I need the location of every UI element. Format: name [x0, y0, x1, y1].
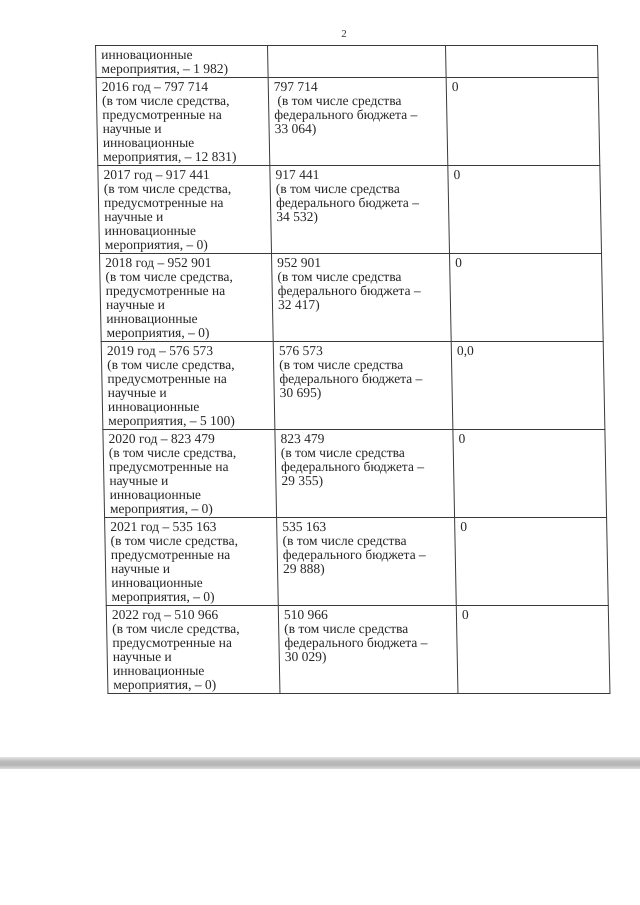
cell-text-line: инновационные	[107, 399, 200, 414]
cell-text-line: 2016 год – 797 714	[101, 79, 209, 94]
cell-text-line: федерального бюджета –	[275, 195, 420, 210]
cell-text-line: предусмотренные на	[112, 635, 233, 650]
cell-text-line: (в том числе средства,	[105, 269, 233, 284]
cell-text-line: 2022 год – 510 966	[111, 607, 219, 622]
cell-text-line: (в том числе средства,	[106, 357, 235, 372]
table-cell-col3	[451, 342, 605, 430]
cell-text-line: 0	[458, 431, 466, 446]
cell-text-line: (в том числе средства	[282, 533, 407, 548]
table-cell-col2	[275, 430, 455, 518]
table-cell-col3	[446, 46, 599, 78]
table-cell-col2	[278, 606, 458, 694]
cell-text-line: (в том числе средства,	[101, 93, 230, 108]
cell-text-line: предусмотренные на	[102, 107, 222, 122]
cell-text-line: 0	[455, 255, 463, 270]
table-cell-col1	[106, 606, 280, 694]
table-cell-col1	[96, 78, 270, 166]
cell-text-line: 2018 год – 952 901	[105, 255, 212, 270]
cell-text-line: 0	[461, 607, 469, 622]
cell-text-line: научные и	[109, 473, 169, 488]
cell-text-line: 32 417)	[277, 297, 320, 312]
cell-text-line: (в том числе средства	[277, 269, 402, 284]
cell-text-line: инновационные	[102, 135, 195, 150]
cell-text-line: 34 532)	[276, 209, 319, 224]
cell-text-line: инновационные	[112, 663, 205, 678]
cell-text-line: федерального бюджета –	[284, 635, 428, 650]
cell-text-line: федерального бюджета –	[280, 459, 425, 474]
cell-text-line: федерального бюджета –	[279, 371, 423, 386]
cell-text-line: мероприятия, – 1 982)	[101, 61, 229, 76]
cell-text-line: мероприятия, – 5 100)	[108, 413, 235, 428]
cell-text-line: инновационные	[104, 223, 197, 238]
cell-text-line: 2019 год – 576 573	[106, 343, 214, 358]
cell-text-line: инновационные	[109, 487, 202, 502]
table-cell-col1	[103, 430, 277, 518]
table-body	[96, 46, 610, 694]
cell-text-line: (в том числе средства,	[108, 445, 237, 460]
table-cell-col1	[101, 342, 275, 430]
cell-text-line: (в том числе средства,	[112, 621, 240, 636]
table-row	[96, 78, 600, 166]
cell-text-line: научные и	[102, 121, 162, 136]
cell-text-line: 0	[451, 79, 459, 94]
cell-text-line: мероприятия, – 0)	[113, 677, 217, 692]
table-cell-col3	[448, 166, 602, 254]
table-cell-col1	[98, 166, 272, 254]
cell-text-line: (в том числе средства,	[110, 533, 239, 548]
cell-text-line: научные и	[104, 209, 164, 224]
cell-text-line: (в том числе средства	[275, 181, 400, 196]
cell-text-line: предусмотренные на	[110, 547, 231, 562]
cell-text-line: 2020 год – 823 479	[108, 431, 215, 446]
cell-text-line: (в том числе средства	[278, 357, 404, 372]
table-row	[100, 254, 604, 342]
cell-text-line: 30 029)	[284, 649, 327, 664]
cell-text-line: инновационные	[101, 47, 193, 62]
cell-text-line: мероприятия, – 0)	[106, 325, 210, 340]
table-cell-col3	[456, 606, 610, 694]
table-cell-col3	[453, 430, 607, 518]
cell-text-line: мероприятия, – 12 831)	[102, 149, 237, 164]
cell-text-line: 917 441	[275, 167, 320, 182]
funding-table	[95, 45, 610, 694]
cell-text-line: 29 355)	[281, 473, 324, 488]
cell-text-line: (в том числе средства,	[103, 181, 232, 196]
cell-text-line: предусмотренные на	[103, 195, 224, 210]
cell-text-line: 30 695)	[279, 385, 322, 400]
cell-text-line: научные и	[110, 561, 171, 576]
table-container	[95, 45, 610, 694]
cell-text-line: 2021 год – 535 163	[110, 519, 217, 534]
cell-text-line: 0	[453, 167, 461, 182]
table-cell-col3	[446, 78, 600, 166]
cell-text-line: мероприятия, – 0)	[104, 237, 208, 252]
table-cell-col3	[450, 254, 604, 342]
cell-text-line: (в том числе средства	[280, 445, 405, 460]
scan-edge-shadow	[0, 757, 640, 769]
table-cell-col2	[270, 166, 450, 254]
cell-text-line: 29 888)	[282, 561, 325, 576]
table-cell-col2	[273, 342, 453, 430]
cell-text-line: 510 966	[283, 607, 328, 622]
cell-text-line: 0	[460, 519, 468, 534]
table-cell-col2	[268, 46, 447, 78]
cell-text-line: мероприятия, – 0)	[111, 589, 215, 604]
cell-text-line: предусмотренные на	[107, 371, 227, 386]
table-cell-col1	[105, 518, 279, 606]
table-row	[96, 46, 599, 78]
cell-text-line: федерального бюджета –	[282, 547, 426, 562]
table-cell-col1	[100, 254, 274, 342]
cell-text-line: предусмотренные на	[108, 459, 229, 474]
cell-text-line: инновационные	[106, 311, 198, 326]
table-cell-col2	[272, 254, 452, 342]
cell-text-line: 535 163	[282, 519, 327, 534]
cell-text-line: мероприятия, – 0)	[109, 501, 213, 516]
table-row	[106, 606, 610, 694]
cell-text-line: 797 714	[273, 79, 318, 94]
cell-text-line: 952 901	[277, 255, 322, 270]
cell-text-line: инновационные	[111, 575, 203, 590]
table-cell-col1	[96, 46, 269, 78]
cell-text-line: (в том числе средства	[273, 93, 402, 108]
page-number: 2	[341, 28, 347, 40]
table-cell-col2	[277, 518, 457, 606]
cell-text-line: 823 479	[280, 431, 325, 446]
cell-text-line: научные и	[105, 297, 166, 312]
cell-text-line: федерального бюджета –	[274, 107, 418, 122]
table-cell-col3	[455, 518, 609, 606]
table-cell-col2	[268, 78, 448, 166]
table-row	[98, 166, 602, 254]
cell-text-line: научные и	[112, 649, 172, 664]
cell-text-line: 33 064)	[274, 121, 317, 136]
cell-text-line: предусмотренные на	[105, 283, 226, 298]
cell-text-line: (в том числе средства	[284, 621, 409, 636]
cell-text-line: 2017 год – 917 441	[103, 167, 210, 182]
table-row	[101, 342, 605, 430]
table-row	[103, 430, 607, 518]
cell-text-line: 0,0	[456, 343, 474, 358]
cell-text-line: научные и	[107, 385, 167, 400]
cell-text-line: 576 573	[278, 343, 323, 358]
cell-text-line: федерального бюджета –	[277, 283, 421, 298]
table-row	[105, 518, 609, 606]
